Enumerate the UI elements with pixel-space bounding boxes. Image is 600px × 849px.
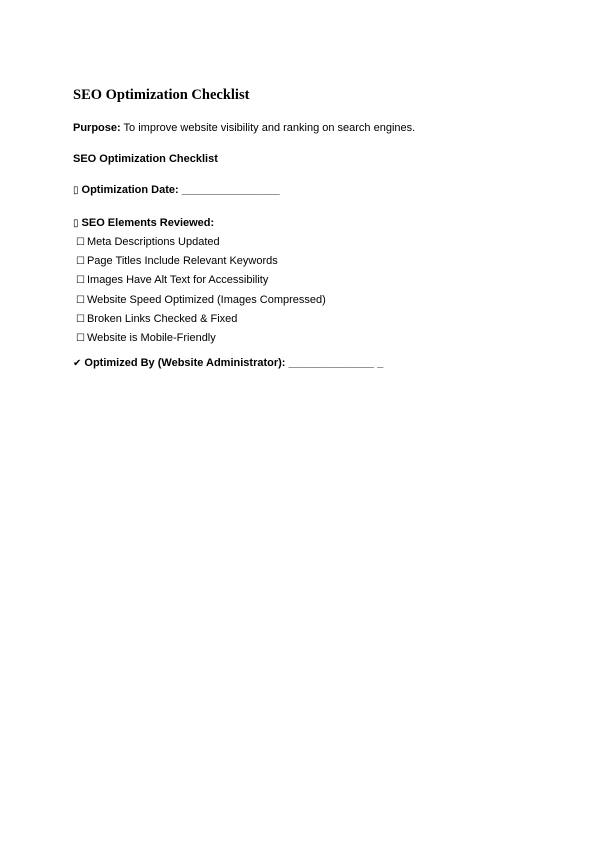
optimization-date-label: Optimization Date: [81, 184, 179, 196]
checklist-item-label: Website is Mobile-Friendly [86, 331, 216, 344]
checklist-item-label: Page Titles Include Relevant Keywords [86, 255, 278, 268]
checklist-item[interactable] [76, 331, 553, 350]
checkbox-icon[interactable]: ☐ [76, 275, 85, 287]
signoff-line [73, 356, 553, 371]
purpose-text: To improve website visibility and ranking on search engines. [123, 122, 416, 134]
checkbox-icon[interactable]: ☐ [76, 237, 85, 248]
checklist-item[interactable] [76, 235, 553, 254]
checklist-item[interactable] [76, 293, 553, 312]
document-title: SEO Optimization Checklist [73, 87, 250, 103]
checkmark-icon: ✔ [73, 358, 82, 370]
document-body [73, 86, 553, 371]
seo-elements-checklist [73, 235, 553, 350]
calendar-icon: ▯ [73, 185, 79, 196]
purpose-label: Purpose: [73, 122, 121, 134]
purpose-line [73, 121, 553, 135]
checkbox-icon[interactable]: ☐ [76, 256, 85, 268]
checkbox-icon[interactable]: ☐ [76, 294, 85, 306]
optimization-date-field[interactable]: ________________ [181, 184, 280, 196]
signoff-label: Optimized By (Website Administrator): [84, 357, 286, 370]
seo-elements-heading [73, 216, 553, 231]
checklist-item[interactable] [76, 312, 553, 331]
checklist-item-label: Meta Descriptions Updated [86, 236, 220, 248]
checklist-item[interactable] [76, 254, 553, 273]
search-icon: ▯ [73, 218, 79, 229]
seo-elements-label: SEO Elements Reviewed: [81, 217, 215, 229]
checklist-item[interactable] [76, 273, 553, 292]
checkbox-icon[interactable]: ☐ [76, 313, 85, 325]
section-subtitle: SEO Optimization Checklist [73, 153, 218, 165]
optimization-date-line [73, 183, 553, 198]
signoff-field[interactable]: ______________ _ [288, 357, 384, 370]
checklist-item-label: Broken Links Checked & Fixed [86, 312, 238, 325]
checklist-item-label: Website Speed Optimized (Images Compressed) [86, 293, 326, 306]
checklist-item-label: Images Have Alt Text for Accessibility [86, 274, 269, 287]
checkbox-icon[interactable]: ☐ [76, 332, 85, 344]
